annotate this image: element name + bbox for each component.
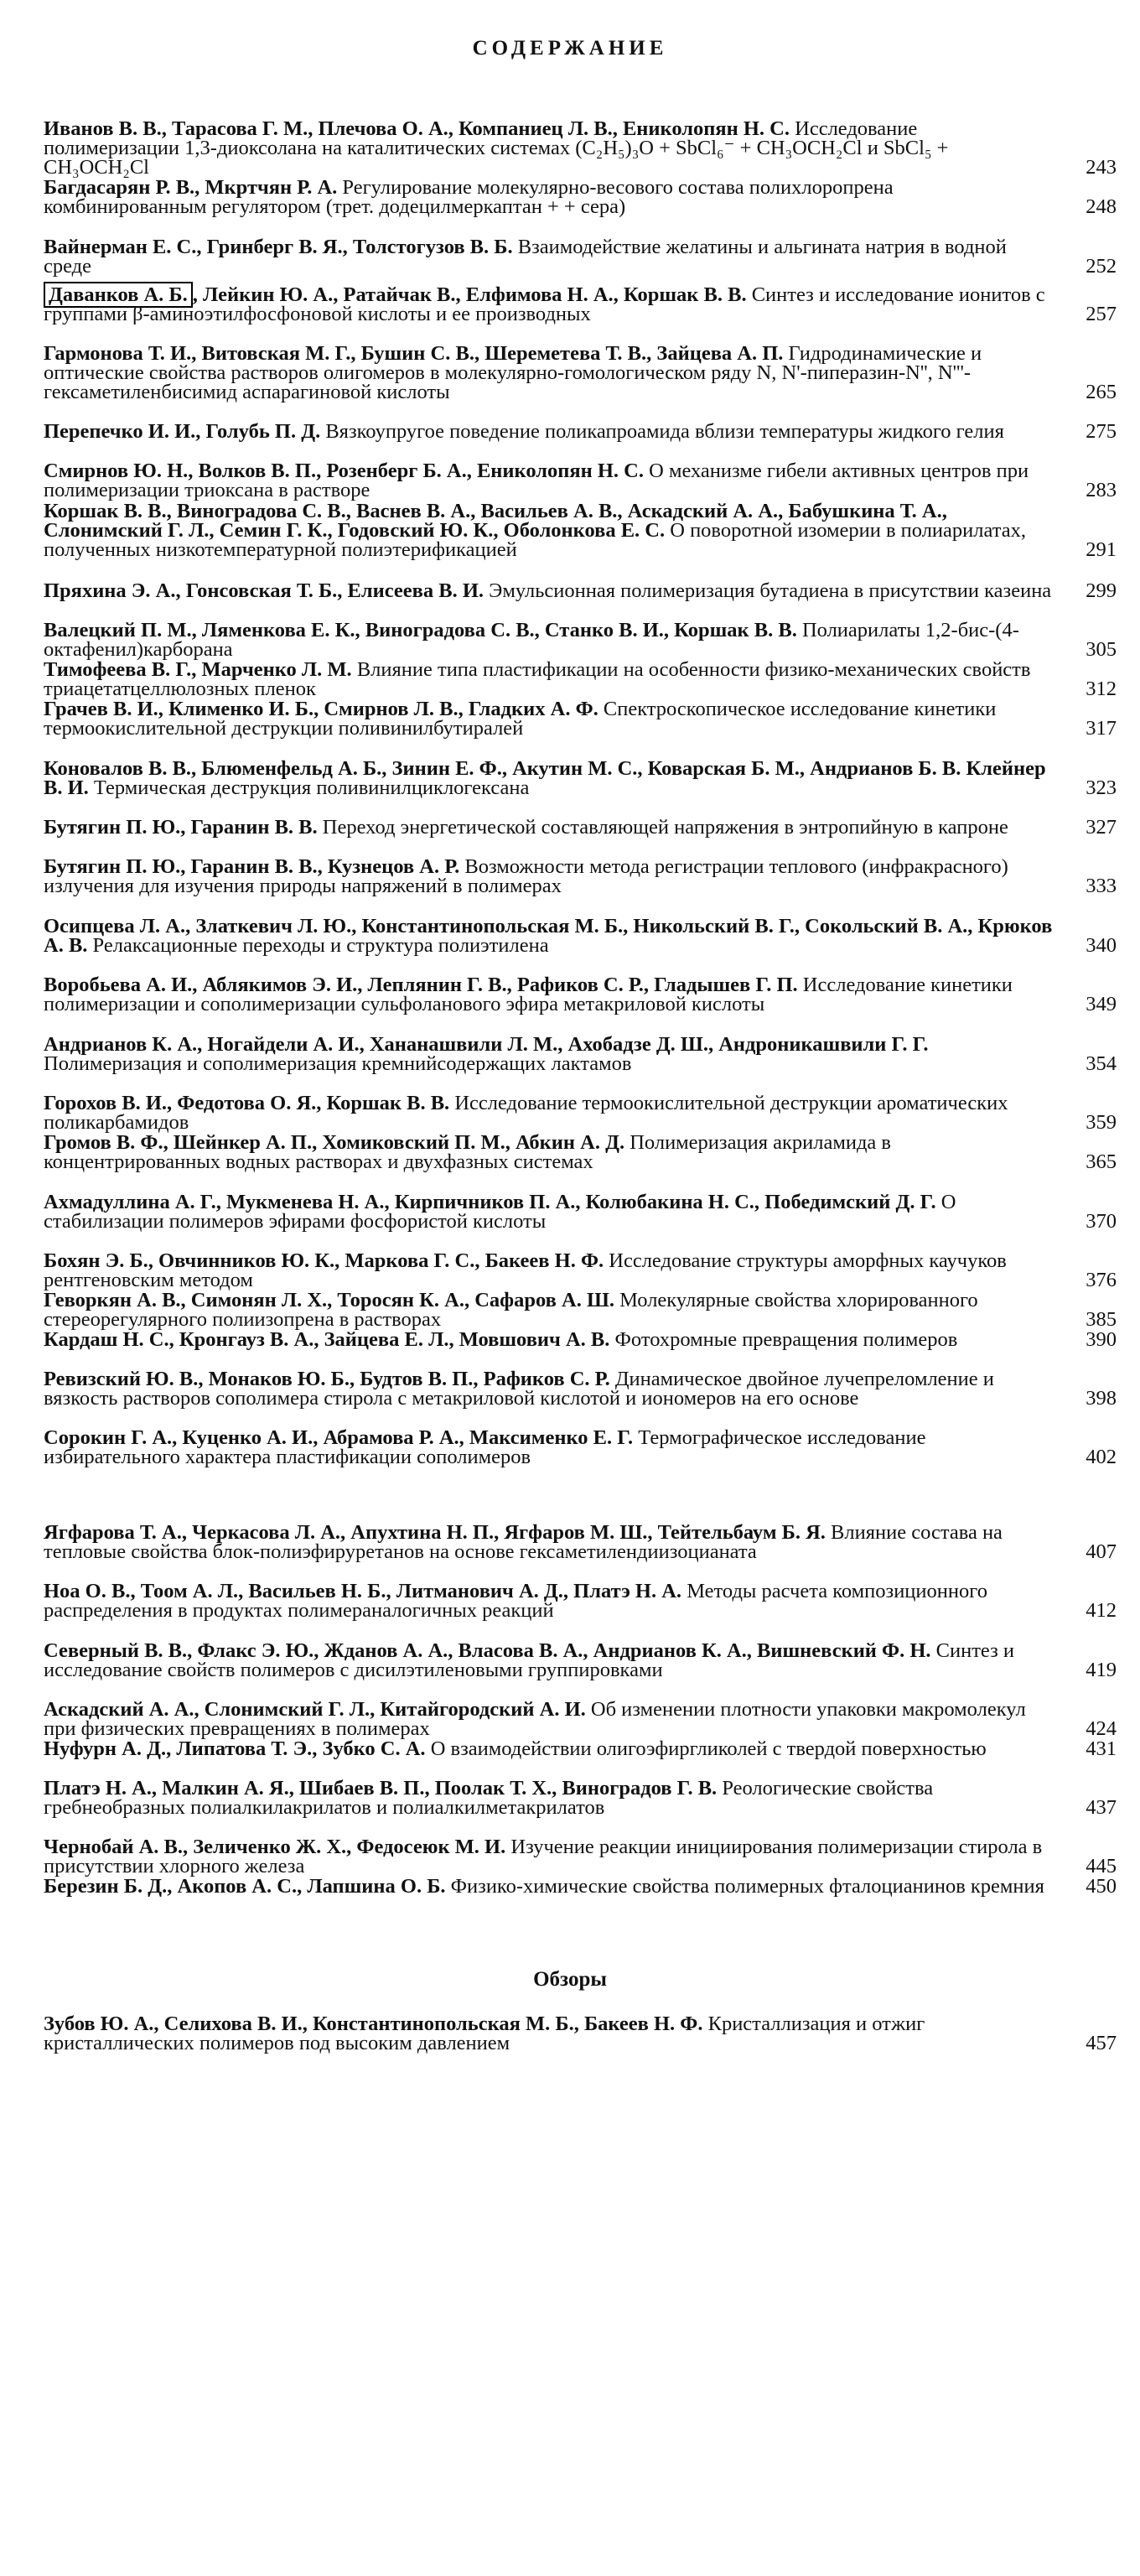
toc-entry <box>44 975 1117 1014</box>
toc-entry <box>44 461 1117 500</box>
entry-title: Исследование структуры аморфных каучуков рентгеновским методом <box>44 1249 1007 1291</box>
entry-page: 291 <box>1086 538 1117 561</box>
entry-authors: Аскадский А. А., Слонимский Г. Л., Китайгородский А. И. <box>44 1698 586 1721</box>
entry-title: Исследование кинетики полимеризации и сополимеризации сульфоланового эфира метакриловой кислоты <box>44 974 1013 1015</box>
entry-page: 385 <box>1086 1308 1117 1331</box>
entry-title: Молекулярные свойства хлорированного стереорегулярного полиизопрена в растворах <box>44 1289 978 1331</box>
entry-authors: Воробьева А. И., Аблякимов Э. И., Леплянин Г. В., Рафиков С. Р., Гладышев Г. П. <box>44 974 798 996</box>
entry-authors: Северный В. В., Флакс Э. Ю., Жданов А. А., Власова В. А., Андрианов К. А., Вишневский Ф. Н. <box>44 1639 931 1662</box>
entry-title: Исследование полимеризации 1,3-диоксолана на каталитических системах (C₂H₅)₃O + SbCl₆⁻ + CH₃OCH₂Cl и SbCl₅ + CH₃OCH₂Cl <box>44 117 949 179</box>
entry-title: Гидродинамические и оптические свойства растворов олигомеров в молекулярно-гомологическом ряду N, N'-пиперазин-N'', N'''-гексаметиленбисимид аспарагиновой кислоты <box>44 342 982 403</box>
entry-page: 402 <box>1086 1446 1117 1468</box>
entry-page: 437 <box>1086 1796 1117 1819</box>
entry-title: Полиарилаты 1,2-бис-(4-октафенил)карборана <box>44 619 1019 661</box>
entry-page: 376 <box>1086 1269 1117 1291</box>
toc-entry <box>44 1192 1117 1231</box>
toc-entry <box>44 501 1117 559</box>
toc-entry <box>44 1330 1117 1349</box>
entry-authors: Перепечко И. И., Голубь П. Д. <box>44 420 321 443</box>
entry-authors: Нуфурн А. Д., Липатова Т. Э., Зубко С. А. <box>44 1737 426 1760</box>
toc-entry <box>44 759 1117 797</box>
toc-entry <box>44 178 1117 216</box>
entry-page: 365 <box>1086 1150 1117 1173</box>
entry-page: 275 <box>1086 420 1117 443</box>
entry-authors: Бутягин П. Ю., Гаранин В. В. <box>44 816 318 839</box>
toc-entry <box>44 1133 1117 1171</box>
entry-authors: Смирнов Ю. Н., Волков В. П., Розенберг Б. А., Ениколопян Н. С. <box>44 460 644 482</box>
toc-entry <box>44 1523 1117 1561</box>
entry-authors: Платэ Н. А., Малкин А. Я., Шибаев В. П., Поолак Т. Х., Виноградов Г. В. <box>44 1777 718 1800</box>
entry-title: Кристаллизация и отжиг кристаллических полимеров под высоким давлением <box>44 2012 925 2054</box>
entry-authors: Бутягин П. Ю., Гаранин В. В., Кузнецов А. Р. <box>44 855 460 878</box>
entry-authors: Кардаш Н. С., Кронгауз В. А., Зайцева Е. Л., Мовшович А. В. <box>44 1328 610 1351</box>
toc-entry <box>44 917 1117 955</box>
entry-title: О взаимодействии олигоэфиргликолей с твердой поверхностью <box>430 1737 987 1760</box>
entry-page: 312 <box>1086 678 1117 700</box>
entry-page: 424 <box>1086 1717 1117 1740</box>
entry-title: Методы расчета композиционного распределения в продуктах полимераналогичных реакций <box>44 1580 987 1622</box>
toc-entry <box>44 1700 1117 1738</box>
entry-page: 305 <box>1086 638 1117 661</box>
entry-title: Реологические свойства гребнеобразных полиалкилакрилатов и полиалкилметакрилатов <box>44 1777 934 1819</box>
entry-title: Об изменении плотности упаковки макромолекул при физических превращениях в полимерах <box>44 1698 1026 1740</box>
entry-authors: Громов В. Ф., Шейнкер А. П., Хомиковский П. М., Абкин А. Д. <box>44 1131 625 1154</box>
entry-title: О механизме гибели активных центров при полимеризации триоксана в растворе <box>44 460 1029 501</box>
section-heading-reviews: Обзоры <box>533 1968 607 1991</box>
entry-authors: Грачев В. И., Клименко И. Б., Смирнов Л. В., Гладких А. Ф. <box>44 698 598 720</box>
entry-authors: Коновалов В. В., Блюменфельд А. Б., Зинин Е. Ф., Акутин М. С., Коварская Б. М., Андрианов Б. В. Клейнер В. И. <box>44 757 1046 799</box>
toc-entry <box>44 660 1117 699</box>
entry-page: 398 <box>1086 1387 1117 1410</box>
entry-title: Спектроскопическое исследование кинетики термоокислительной деструкции поливинилбутиралей <box>44 698 997 740</box>
toc-entry <box>44 1739 1117 1758</box>
entry-page: 457 <box>1086 2032 1117 2054</box>
entry-authors-boxed: Даванков А. Б. <box>44 282 193 308</box>
entry-authors: Пряхина Э. А., Гонсовская Т. Б., Елисеева В. И. <box>44 579 484 602</box>
entry-page: 252 <box>1086 255 1117 278</box>
entry-title: Синтез и исследование свойств полимеров с дисилэтиленовыми группировками <box>44 1639 1015 1681</box>
entry-authors: Ревизский Ю. В., Монаков Ю. Б., Будтов В. П., Рафиков С. Р. <box>44 1368 610 1390</box>
entry-authors: Вайнерман Е. С., Гринберг В. Я., Толстогузов В. Б. <box>44 236 513 258</box>
entry-authors: Чернобай А. В., Зеличенко Ж. Х., Федосеюк М. И. <box>44 1836 506 1858</box>
entry-title: Синтез и исследование ионитов с группами β-аминоэтилфосфоновой кислоты и ее производных <box>44 283 1045 325</box>
entry-authors: Сорокин Г. А., Куценко А. И., Абрамова Р. А., Максименко Е. Г. <box>44 1426 634 1449</box>
entry-page: 419 <box>1086 1659 1117 1681</box>
entry-title: Эмульсионная полимеризация бутадиена в присутствии казеина <box>489 579 1052 602</box>
entry-authors: Тимофеева В. Г., Марченко Л. М. <box>44 658 352 681</box>
toc-entry <box>44 344 1117 402</box>
toc-entry <box>44 1369 1117 1408</box>
entry-title: Взаимодействие желатины и альгината натрия в водной среде <box>44 236 1007 278</box>
entry-title: Физико-химические свойства полимерных фталоцианинов кремния <box>450 1875 1044 1898</box>
entry-authors: Ноа О. В., Тоом А. Л., Васильев Н. Б., Литманович А. Д., Платэ Н. А. <box>44 1580 682 1602</box>
page-title: СОДЕРЖАНИЕ <box>472 37 668 60</box>
entry-page: 299 <box>1086 579 1117 602</box>
entry-page: 243 <box>1086 156 1117 179</box>
entry-title: Полимеризация акриламида в концентрированных водных растворах и двухфазных системах <box>44 1131 891 1173</box>
entry-authors: , Лейкин Ю. А., Ратайчак В., Елфимова Н. А., Коршак В. В. <box>192 283 747 306</box>
entry-page: 327 <box>1086 816 1117 839</box>
entry-title: О стабилизации полимеров эфирами фосфористой кислоты <box>44 1191 956 1233</box>
toc-entry <box>44 1779 1117 1817</box>
entry-page: 323 <box>1086 776 1117 799</box>
entry-page: 349 <box>1086 993 1117 1015</box>
entry-title: Регулирование молекулярно-весового состава полихлоропрена комбинированным регулятором (трет. додецилмеркаптан + + сера) <box>44 176 894 218</box>
entry-authors: Бохян Э. Б., Овчинников Ю. К., Маркова Г. С., Бакеев Н. Ф. <box>44 1249 604 1272</box>
entry-page: 412 <box>1086 1599 1117 1622</box>
entry-page: 354 <box>1086 1052 1117 1075</box>
toc-entry <box>44 1291 1117 1329</box>
entry-title: Исследование термоокислительной деструкции ароматических поликарбамидов <box>44 1092 1008 1134</box>
entry-authors: Ахмадуллина А. Г., Мукменева Н. А., Кирпичников П. А., Колюбакина Н. С., Победимский Д. Г. <box>44 1191 936 1213</box>
entry-authors: Березин Б. Д., Акопов А. С., Лапшина О. Б. <box>44 1875 446 1898</box>
toc-entry <box>44 237 1117 276</box>
entry-page: 333 <box>1086 875 1117 897</box>
entry-authors: Коршак В. В., Виноградова С. В., Васнев В. А., Васильев А. В., Аскадский А. А., Бабушкина Т. А., Слонимский Г. Л., Семин Г. К., Годовский Ю. К., Оболонкова Е. С. <box>44 500 947 542</box>
entry-authors: Гармонова Т. И., Витовская М. Г., Бушин С. В., Шереметева Т. В., Зайцева А. П. <box>44 342 784 365</box>
toc-entry <box>44 285 1117 324</box>
entry-authors: Геворкян А. В., Симонян Л. Х., Торосян К. А., Сафаров А. Ш. <box>44 1289 614 1311</box>
toc-entry <box>44 621 1117 659</box>
entry-page: 445 <box>1086 1855 1117 1877</box>
entry-authors: Багдасарян Р. В., Мкртчян Р. А. <box>44 176 338 199</box>
entry-page: 248 <box>1086 195 1117 218</box>
entry-page: 359 <box>1086 1111 1117 1134</box>
entry-page: 431 <box>1086 1737 1117 1760</box>
entry-authors: Ягфарова Т. А., Черкасова Л. А., Апухтина Н. П., Ягфаров М. Ш., Тейтельбаум Б. Я. <box>44 1521 826 1544</box>
entry-title: Возможности метода регистрации теплового (инфракрасного) излучения для изучения природы напряжений в полимерах <box>44 855 1008 897</box>
entry-authors: Осипцева Л. А., Златкевич Л. Ю., Константинопольская М. Б., Никольский В. Г., Сокольский В. А., Крюков А. В. <box>44 915 1053 957</box>
toc-entry <box>44 1877 1117 1896</box>
toc-entry <box>44 1581 1117 1620</box>
entry-authors: Зубов Ю. А., Селихова В. И., Константинопольская М. Б., Бакеев Н. Ф. <box>44 2012 703 2035</box>
toc-entry <box>44 581 1117 600</box>
entry-page: 450 <box>1086 1875 1117 1898</box>
toc-entry <box>44 857 1117 896</box>
toc-entry <box>44 119 1117 177</box>
toc-entry <box>44 1093 1117 1132</box>
entry-title: Динамическое двойное лучепреломление и вязкость растворов сополимера стирола с метакриловой кислотой и иономеров на его основе <box>44 1368 994 1410</box>
toc-entry <box>44 2014 1117 2053</box>
entry-page: 340 <box>1086 934 1117 957</box>
entry-title: Влияние типа пластификации на особенности физико-механических свойств триацетатцеллюлозных пленок <box>44 658 1031 700</box>
entry-page: 390 <box>1086 1328 1117 1351</box>
toc-entry <box>44 699 1117 738</box>
entry-page: 370 <box>1086 1210 1117 1233</box>
entry-page: 265 <box>1086 381 1117 403</box>
entry-page: 257 <box>1086 303 1117 325</box>
toc-entry <box>44 1428 1117 1467</box>
entry-title: Переход энергетической составляющей напряжения в энтропийную в капроне <box>322 816 1008 839</box>
toc-entry <box>44 422 1117 441</box>
entry-authors: Андрианов К. А., Ногайдели А. И., Хананашвили Л. М., Ахобадзе Д. Ш., Андроникашвили Г. Г. <box>44 1033 929 1056</box>
entry-page: 407 <box>1086 1540 1117 1563</box>
entry-title: О поворотной изомерии в полиарилатах, полученных низкотемпературной полиэтерификацией <box>44 519 1026 561</box>
entry-authors: Валецкий П. М., Ляменкова Е. К., Виноградова С. В., Станко В. И., Коршак В. В. <box>44 619 797 641</box>
toc-entry <box>44 818 1117 837</box>
toc-entry <box>44 1251 1117 1290</box>
entry-page: 317 <box>1086 717 1117 740</box>
toc-entry <box>44 1035 1117 1073</box>
toc-entry <box>44 1837 1117 1876</box>
entry-authors: Горохов В. И., Федотова О. Я., Коршак В. В. <box>44 1092 450 1114</box>
entry-title: Полимеризация и сополимеризация кремнийсодержащих лактамов <box>44 1052 632 1075</box>
entry-title: Влияние состава на тепловые свойства блок-полиэфируретанов на основе гексаметилендиизоцианата <box>44 1521 1003 1563</box>
entry-page: 283 <box>1086 479 1117 501</box>
entry-title: Изучение реакции инициирования полимеризации стирола в присутствии хлорного железа <box>44 1836 1043 1877</box>
toc-entry <box>44 1641 1117 1680</box>
entry-authors: Иванов В. В., Тарасова Г. М., Плечова О. А., Компаниец Л. В., Ениколопян Н. С. <box>44 117 790 140</box>
entry-title: Релаксационные переходы и структура полиэтилена <box>92 934 549 957</box>
entry-title: Фотохромные превращения полимеров <box>614 1328 958 1351</box>
entry-title: Термическая деструкция поливинилциклогексана <box>93 776 530 799</box>
entry-title: Вязкоупругое поведение поликапроамида вблизи температуры жидкого гелия <box>325 420 1004 443</box>
entry-title: Термографическое исследование избирательного характера пластификации сополимеров <box>44 1426 926 1468</box>
